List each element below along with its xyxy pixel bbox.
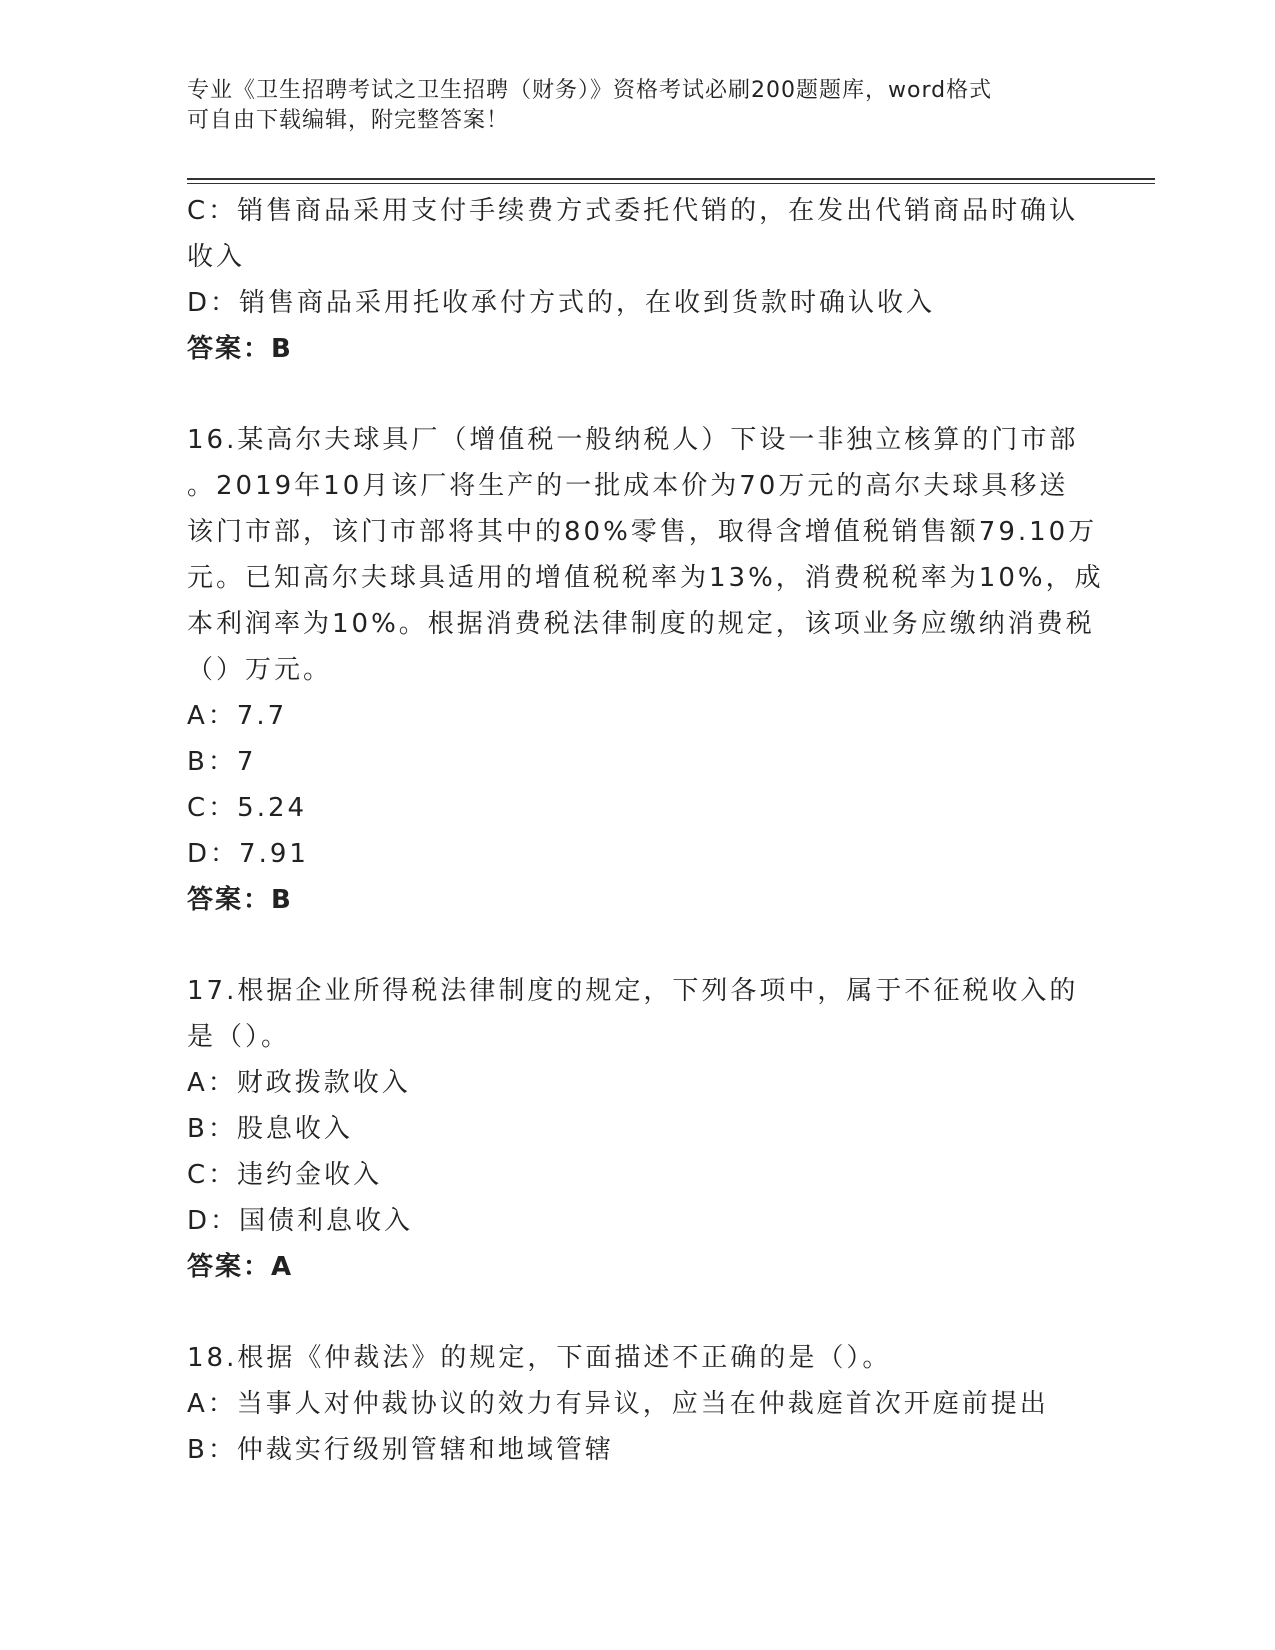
question-stem-line: 元。已知高尔夫球具适用的增值税税率为13%，消费税税率为10%，成 <box>187 563 1104 593</box>
option-c: C：销售商品采用支付手续费方式委托代销的，在发出代销商品时确认 <box>187 196 1079 226</box>
option-c: C：违约金收入 <box>187 1160 383 1190</box>
header-line-2: 可自由下载编辑，附完整答案！ <box>187 108 510 133</box>
option-d: D：7.91 <box>187 839 309 869</box>
question-stem-line: 。2019年10月该厂将生产的一批成本价为70万元的高尔夫球具移送 <box>187 471 1069 501</box>
question-stem-line: （）万元。 <box>187 655 333 685</box>
question-17 <box>187 968 1087 1290</box>
option-d: D：销售商品采用托收承付方式的，在收到货款时确认收入 <box>187 288 936 318</box>
option-c: C：5.24 <box>187 793 308 823</box>
header-rule-thin <box>187 183 1155 184</box>
question-15-tail <box>187 188 1087 372</box>
option-a: A：当事人对仲裁协议的效力有异议，应当在仲裁庭首次开庭前提出 <box>187 1389 1049 1419</box>
question-stem-line: 该门市部，该门市部将其中的80%零售，取得含增值税销售额79.10万 <box>187 517 1098 547</box>
answer-label: 答案：B <box>187 885 293 915</box>
option-b: B：股息收入 <box>187 1114 353 1144</box>
option-b: B：7 <box>187 747 257 777</box>
question-stem-line: 是（）。 <box>187 1022 291 1052</box>
answer-label: 答案：B <box>187 334 293 364</box>
option-c-continued: 收入 <box>187 242 246 272</box>
option-d: D：国债利息收入 <box>187 1206 414 1236</box>
answer-label: 答案：A <box>187 1252 294 1282</box>
question-16 <box>187 417 1104 923</box>
question-stem-line: 17.根据企业所得税法律制度的规定，下列各项中，属于不征税收入的 <box>187 976 1079 1006</box>
option-a: A：7.7 <box>187 701 288 731</box>
question-stem-line: 18.根据《仲裁法》的规定，下面描述不正确的是（）。 <box>187 1343 892 1373</box>
header-rule-thick <box>187 178 1155 180</box>
option-a: A：财政拨款收入 <box>187 1068 411 1098</box>
question-18 <box>187 1335 1087 1473</box>
question-list <box>187 188 1104 1473</box>
header-line-1: 专业《卫生招聘考试之卫生招聘（财务）》资格考试必刷200题题库，word格式 <box>187 78 993 103</box>
question-stem-line: 本利润率为10%。根据消费税法律制度的规定，该项业务应缴纳消费税 <box>187 609 1095 639</box>
question-stem-line: 16.某高尔夫球具厂（增值税一般纳税人）下设一非独立核算的门市部 <box>187 425 1079 455</box>
option-b: B：仲裁实行级别管辖和地域管辖 <box>187 1435 614 1465</box>
document-header <box>187 76 1087 136</box>
